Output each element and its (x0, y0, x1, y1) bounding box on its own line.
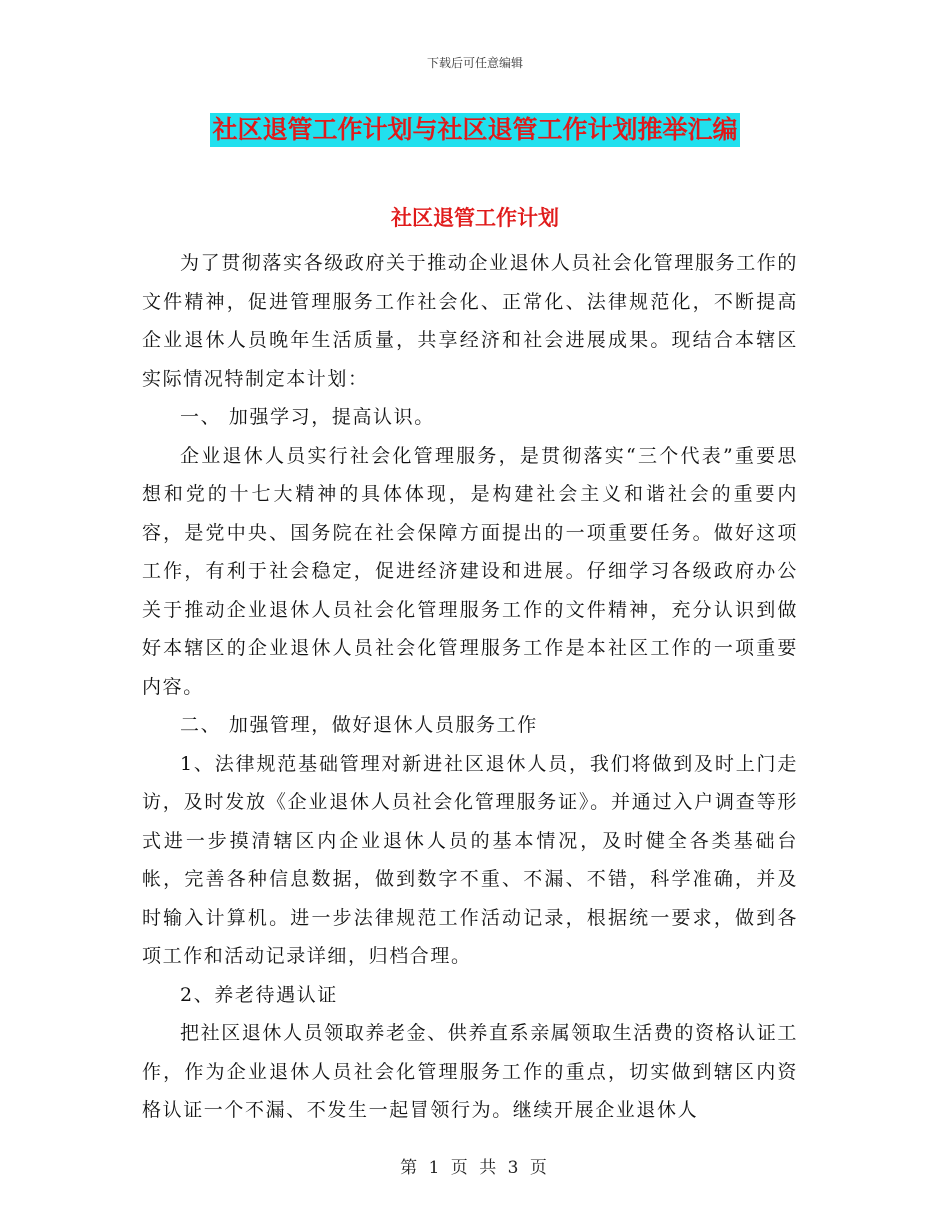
main-title: 社区退管工作计划与社区退管工作计划推举汇编 (210, 113, 739, 147)
section-title: 社区退管工作计划 (391, 206, 559, 230)
paragraph-item-1: 1、法律规范基础管理对新进社区退休人员，我们将做到及时上门走访，及时发放《企业退休人员社会化管理服务证》。并通过入户调查等形式进一步摸清辖区内企业退休人员的基本情况，及时健全各类基础台帐，完善各种信息数据，做到数字不重、不漏、不错，科学准确，并及时输入计算机。进一步法律规范工作活动记录，根据统一要求，做到各项工作和活动记录详细，归档合理。 (142, 752, 798, 967)
paragraph-intro: 为了贯彻落实各级政府关于推动企业退休人员社会化管理服务工作的文件精神，促进管理服务工作社会化、正常化、法律规范化，不断提高企业退休人员晚年生活质量，共享经济和社会进展成果。现结合本辖区实际情况特制定本计划： (142, 252, 799, 390)
paragraph-section-1: 企业退休人员实行社会化管理服务，是贯彻落实“三个代表”重要思想和党的十七大精神的具体体现，是构建社会主义和谐社会的重要内容，是党中央、国务院在社会保障方面提出的一项重要任务。做好这项工作，有利于社会稳定，促进经济建设和进展。仔细学习各级政府办公关于推动企业退休人员社会化管理服务工作的文件精神，充分认识到做好本辖区的企业退休人员社会化管理服务工作是本社区工作的一项重要内容。 (142, 444, 798, 698)
heading-item-2: 2、养老待遇认证 (180, 983, 338, 1006)
heading-section-2: 二、 加强管理，做好退休人员服务工作 (180, 714, 538, 736)
heading-section-1: 一、 加强学习，提高认识。 (180, 406, 435, 428)
header-note: 下载后可任意编辑 (426, 56, 523, 70)
document-body (142, 244, 798, 1130)
page-number: 第 1 页 共 3 页 (400, 1158, 550, 1178)
paragraph-item-2: 把社区退休人员领取养老金、供养直系亲属领取生活费的资格认证工作，作为企业退休人员社会化管理服务工作的重点，切实做到辖区内资格认证一个不漏、不发生一起冒领行为。继续开展企业退休人 (142, 1022, 799, 1121)
main-title-container (0, 113, 950, 147)
